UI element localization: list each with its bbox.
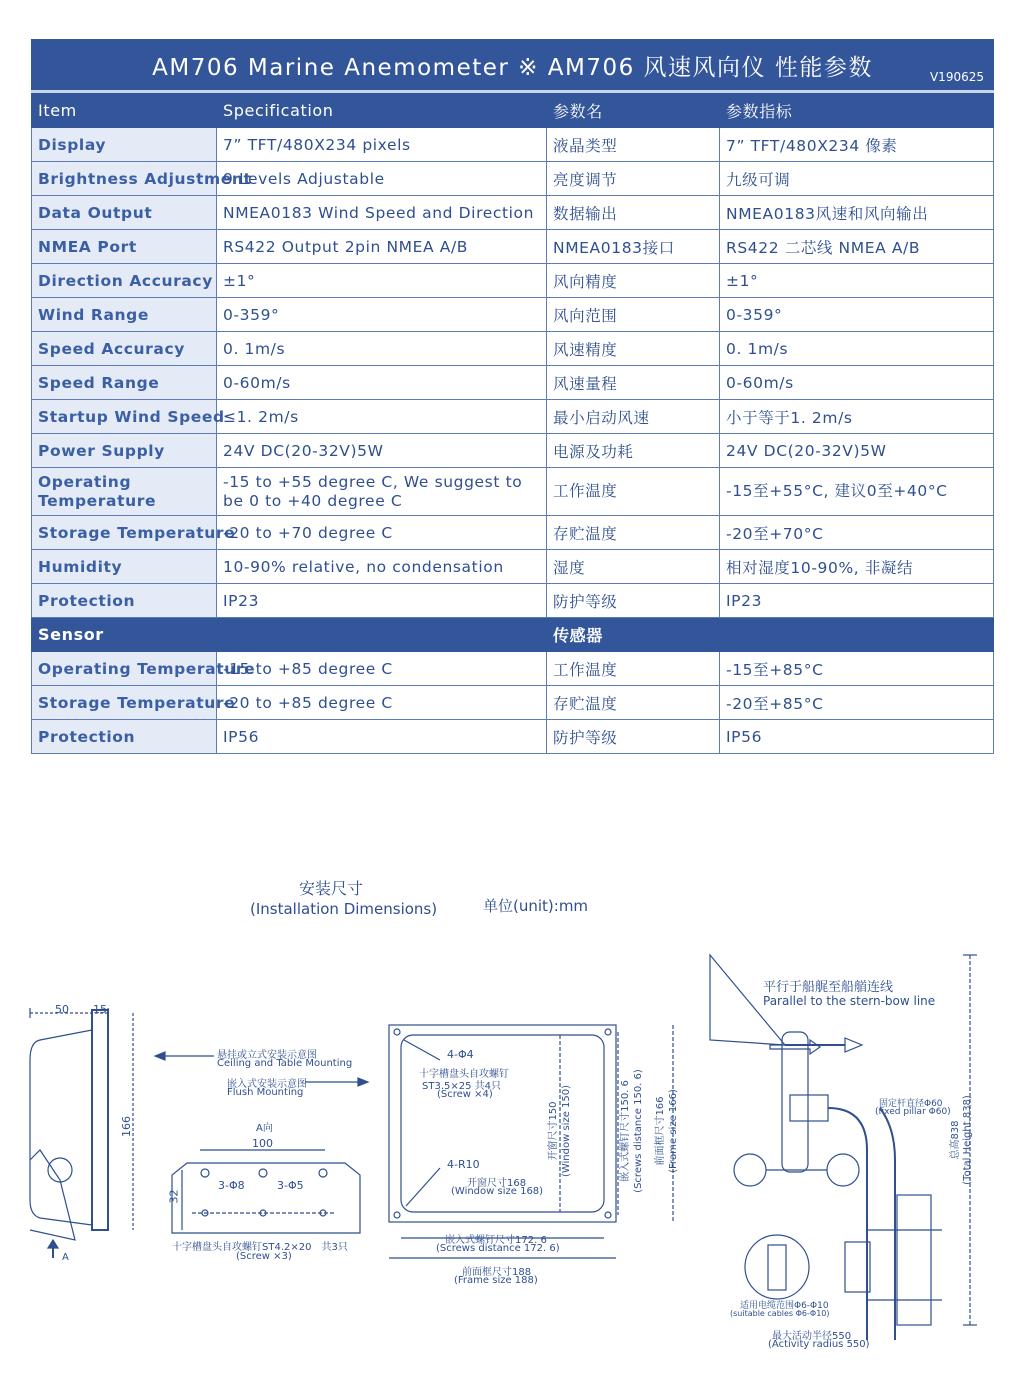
cn-value-cell: 7” TFT/480X234 像素 — [720, 128, 994, 162]
side-width-label: 50 — [55, 1003, 69, 1016]
cn-value-cell: ±1° — [720, 264, 994, 298]
item-cell: Storage Temperature — [32, 686, 217, 720]
item-cell: Startup Wind Speed — [32, 400, 217, 434]
spec-cell: RS422 Output 2pin NMEA A/B — [217, 230, 547, 264]
spec-cell: 7” TFT/480X234 pixels — [217, 128, 547, 162]
bracket-width-label: 100 — [252, 1137, 273, 1150]
screws-distance-v-cn: 嵌入式螺钉尺寸150. 6 — [619, 1080, 631, 1182]
screws-distance-h-cn: 嵌入式螺钉尺寸172. 6 — [445, 1235, 547, 1246]
spec-cell: -15 to +85 degree C — [217, 652, 547, 686]
cn-value-cell: 24V DC(20-32V)5W — [720, 434, 994, 468]
item-cell: Data Output — [32, 196, 217, 230]
cn-name-cell: 工作温度 — [547, 652, 720, 686]
cn-value-cell: 0-359° — [720, 298, 994, 332]
dimensions-title-cn: 安装尺寸 — [299, 879, 364, 898]
item-cell: NMEA Port — [32, 230, 217, 264]
cn-name-cell: 存贮温度 — [547, 516, 720, 550]
cn-value-cell: 0-60m/s — [720, 366, 994, 400]
ceiling-mount-cn: 悬挂或立式安装示意图 — [217, 1050, 317, 1061]
window-width-cn: 开窗尺寸168 — [467, 1178, 527, 1189]
side-depth-label: 15 — [93, 1003, 107, 1016]
side-view-drawing — [30, 1008, 133, 1258]
item-cell: Direction Accuracy — [32, 264, 217, 298]
parallel-line-cn: 平行于船艉至船艏连线 — [763, 980, 894, 995]
spec-cell: IP56 — [217, 720, 547, 754]
cn-value-cell: 小于等于1. 2m/s — [720, 400, 994, 434]
bracket-height-label: 32 — [167, 1189, 181, 1204]
front-screw-cn: 十字槽盘头自攻螺钉 — [419, 1069, 509, 1080]
cn-name-cell: 存贮温度 — [547, 686, 720, 720]
cn-value-cell: NMEA0183风速和风向输出 — [720, 196, 994, 230]
activity-radius-cn: 最大活动半径550 — [772, 1331, 852, 1342]
side-height-label: 166 — [120, 1116, 133, 1137]
cn-name-cell: NMEA0183接口 — [547, 230, 720, 264]
cable-range-en: (suitable cables Φ6-Φ10) — [730, 1309, 830, 1318]
spec-cell: NMEA0183 Wind Speed and Direction — [217, 196, 547, 230]
parallel-line-en: Parallel to the stern-bow line — [763, 994, 936, 1008]
front-view-drawing — [389, 1025, 673, 1258]
cn-value-cell: 相对湿度10-90%, 非凝结 — [720, 550, 994, 584]
cn-value-cell: -15至+55°C, 建议0至+40°C — [720, 468, 994, 516]
front-radius-label: 4-R10 — [447, 1158, 480, 1171]
spec-cell: 10-90% relative, no condensation — [217, 550, 547, 584]
item-cell: Display — [32, 128, 217, 162]
front-screw-cn2: ST3.5×25 共4只 — [422, 1081, 502, 1092]
cn-name-cell: 亮度调节 — [547, 162, 720, 196]
item-cell: Operating Temperature — [32, 468, 217, 516]
bracket-drawing — [172, 1150, 360, 1233]
cn-name-cell: 防护等级 — [547, 720, 720, 754]
screws-distance-v-en: (Screws distance 150. 6) — [632, 1069, 644, 1193]
cn-name-cell: 电源及功耗 — [547, 434, 720, 468]
cn-name-cell: 液晶类型 — [547, 128, 720, 162]
column-header: 参数指标 — [720, 94, 994, 128]
frame-size-v-en: (Frame size 166) — [667, 1089, 679, 1173]
sensor-drawing — [710, 955, 977, 1340]
bracket-a-direction: A向 — [256, 1123, 273, 1134]
sensor-header-cn: 传感器 — [547, 618, 994, 652]
column-header: Specification — [217, 94, 547, 128]
frame-size-h-cn: 前面框尺寸188 — [462, 1267, 532, 1278]
front-screw-en: (Screw ×4) — [437, 1089, 493, 1100]
cn-name-cell: 湿度 — [547, 550, 720, 584]
item-cell: Wind Range — [32, 298, 217, 332]
total-height-cn: 总高838 — [949, 1120, 961, 1160]
bracket-hole-label-2: 3-Φ5 — [277, 1179, 304, 1192]
version-label: V190625 — [929, 70, 984, 84]
ceiling-mount-en: Ceiling and Table Mounting — [217, 1058, 353, 1069]
cn-name-cell: 风向精度 — [547, 264, 720, 298]
cn-value-cell: IP23 — [720, 584, 994, 618]
front-holes-label: 4-Φ4 — [447, 1048, 474, 1061]
bracket-hole-label-1: 3-Φ8 — [218, 1179, 245, 1192]
item-cell: Power Supply — [32, 434, 217, 468]
cn-name-cell: 风速量程 — [547, 366, 720, 400]
activity-radius-en: (Activity radius 550) — [768, 1339, 870, 1350]
column-header: Item — [32, 94, 217, 128]
item-cell: Protection — [32, 720, 217, 754]
view-a-label: A — [62, 1252, 69, 1263]
cn-value-cell: 九级可调 — [720, 162, 994, 196]
dimensions-title-en: (Installation Dimensions) — [250, 900, 438, 918]
cable-range-cn: 适用电缆范围Φ6-Φ10 — [740, 1301, 829, 1311]
cn-value-cell: -20至+85°C — [720, 686, 994, 720]
spec-cell: 0-359° — [217, 298, 547, 332]
cn-name-cell: 工作温度 — [547, 468, 720, 516]
spec-cell: -15 to +55 degree C, We suggest to be 0 to +40 degree C — [217, 468, 547, 516]
window-height-cn: 开窗尺寸150 — [548, 1101, 560, 1161]
item-cell: Speed Range — [32, 366, 217, 400]
item-cell: Brightness Adjustment — [32, 162, 217, 196]
spec-cell: ±1° — [217, 264, 547, 298]
screws-distance-h-en: (Screws distance 172. 6) — [436, 1243, 560, 1254]
cn-name-cell: 最小启动风速 — [547, 400, 720, 434]
spec-cell: ≤1. 2m/s — [217, 400, 547, 434]
total-height-en: (Total Height 838) — [961, 1095, 973, 1185]
column-header: 参数名 — [547, 94, 720, 128]
item-cell: Protection — [32, 584, 217, 618]
frame-size-h-en: (Frame size 188) — [454, 1275, 538, 1286]
cn-value-cell: -15至+85°C — [720, 652, 994, 686]
cn-value-cell: IP56 — [720, 720, 994, 754]
flush-mount-en: Flush Mounting — [227, 1087, 304, 1098]
pillar-diameter-cn: 固定杆直径Φ60 — [879, 1099, 943, 1109]
page-title: AM706 Marine Anemometer ※ AM706 风速风向仪 性能参数 — [152, 55, 873, 81]
window-width-en: (Window size 168) — [451, 1186, 544, 1197]
item-cell: Storage Temperature — [32, 516, 217, 550]
unit-label: 单位(unit):mm — [483, 897, 589, 915]
spec-cell: IP23 — [217, 584, 547, 618]
bracket-screw-en: (Screw ×3) — [236, 1251, 292, 1262]
spec-cell: -20 to +70 degree C — [217, 516, 547, 550]
item-cell: Operating Temperature — [32, 652, 217, 686]
cn-name-cell: 防护等级 — [547, 584, 720, 618]
window-height-en: (Window size 150) — [561, 1084, 573, 1178]
cn-name-cell: 数据输出 — [547, 196, 720, 230]
spec-cell: 24V DC(20-32V)5W — [217, 434, 547, 468]
pillar-diameter-en: (fixed pillar Φ60) — [875, 1107, 951, 1117]
spec-cell: 9 Levels Adjustable — [217, 162, 547, 196]
spec-cell: 0. 1m/s — [217, 332, 547, 366]
spec-cell: -20 to +85 degree C — [217, 686, 547, 720]
cn-name-cell: 风向范围 — [547, 298, 720, 332]
frame-size-v-cn: 前面框尺寸166 — [654, 1096, 666, 1166]
sensor-header-en: Sensor — [32, 618, 547, 652]
bracket-screw-cn: 十字槽盘头自攻螺钉ST4.2×20 共3只 — [172, 1242, 348, 1253]
cn-name-cell: 风速精度 — [547, 332, 720, 366]
flush-mount-cn: 嵌入式安装示意图 — [227, 1079, 307, 1090]
item-cell: Speed Accuracy — [32, 332, 217, 366]
spec-cell: 0-60m/s — [217, 366, 547, 400]
item-cell: Humidity — [32, 550, 217, 584]
cn-value-cell: 0. 1m/s — [720, 332, 994, 366]
cn-value-cell: RS422 二芯线 NMEA A/B — [720, 230, 994, 264]
cn-value-cell: -20至+70°C — [720, 516, 994, 550]
